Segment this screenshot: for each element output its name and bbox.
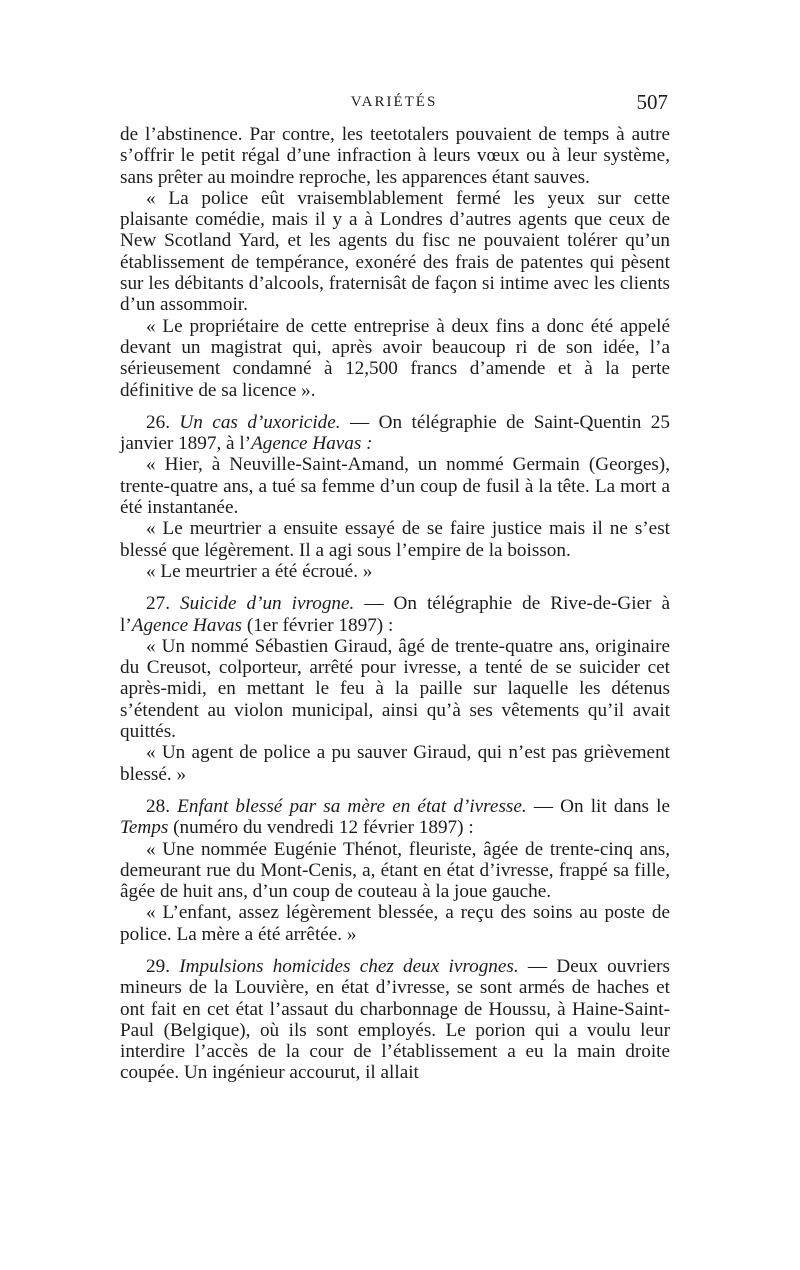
entry-quote-paragraph: « Un nommé Sébastien Giraud, âgé de trente-quatre ans, originaire du Creusot, colporteur, arrêté pour ivresse, a tenté de se suicider cet après-midi, en mettant le feu à la paille sur laquelle les détenus s’étendent au violon municipal, ainsi qu’à ses vêtements qu’il avait quittés.: [120, 635, 670, 743]
page-header: [120, 90, 668, 120]
numbered-entries: [120, 412, 670, 1084]
page-number: 507: [636, 90, 668, 114]
entry-intro-text: Temps: [120, 817, 169, 839]
entry-number: 28.: [146, 795, 178, 817]
entry-number: 29.: [146, 955, 180, 977]
entry-intro-text: — On télégraphie de Saint-Quentin 25 janvier 1897, à l’: [120, 411, 670, 455]
entry-title: Enfant blessé par sa mère en état d’ivresse.: [177, 795, 527, 817]
entry-intro-text: — Deux ouvriers mineurs de la Louvière, en état d’ivresse, se sont armés de haches et ont fait en cet état l’assaut du charbonnage de Houssu, à Haine-Saint-Paul (Belgique), où ils sont employés. Le porion qui a voulu leur interdire l’accès de la cour de l’établissement a eu la main droite coupée. Un ingénieur accourut, il allait: [120, 955, 671, 1084]
entry-quote-paragraph: « Le meurtrier a été écroué. »: [146, 560, 373, 582]
entry-intro-text: Agence Havas :: [251, 433, 373, 455]
entry-quote-paragraph: « Le meurtrier a ensuite essayé de se faire justice mais il ne s’est blessé que légèrement. Il a agi sous l’empire de la boisson.: [120, 518, 670, 561]
entry-heading: [120, 796, 670, 839]
entry-quote-paragraph: « Un agent de police a pu sauver Giraud, qui n’est pas grièvement blessé. »: [120, 742, 670, 785]
running-head: VARIÉTÉS: [350, 94, 438, 110]
entry-intro-text: Agence Havas: [131, 614, 243, 636]
entry-number: 26.: [146, 411, 180, 433]
entry-intro-text: — On lit dans le: [526, 795, 670, 817]
entry-heading: [120, 956, 670, 1084]
entry-intro-text: (numéro du vendredi 12 février 1897) :: [168, 817, 474, 839]
entry-intro-text: (1er février 1897) :: [242, 614, 394, 636]
proprietaire-paragraph: « Le propriétaire de cette entreprise à deux fins a donc été appelé devant un magistrat qui, après avoir beaucoup ri de son idée, l’a sérieusement condamné à 12,500 francs d’amende et à la perte définitive de sa licence ».: [120, 315, 670, 401]
continuation-paragraph: de l’abstinence. Par contre, les teetotalers pouvaient de temps à autre s’offrir le petit régal d’une infraction à leurs vœux ou à leur système, sans prêter au moindre reproche, les apparences étant sauves.: [120, 124, 670, 188]
entry-title: Un cas d’uxoricide.: [179, 411, 341, 433]
entry-quote-paragraph: « Hier, à Neuville-Saint-Amand, un nommé Germain (Georges), trente-quatre ans, a tué sa femme d’un coup de fusil à la tête. La mort a été instantanée.: [120, 454, 670, 519]
entry-intro-text: — On télégraphie de Rive-de-Gier à l’: [120, 593, 671, 636]
entry-title: Impulsions homicides chez deux ivrognes.: [179, 955, 519, 977]
body-text: [120, 124, 670, 1084]
entry-quote-paragraph: « L’enfant, assez légèrement blessée, a reçu des soins au poste de police. La mère a été arrêtée. »: [120, 902, 670, 945]
entry-quote-paragraph: « Une nommée Eugénie Thénot, fleuriste, âgée de trente-cinq ans, demeurant rue du Mont-Cenis, a, étant en état d’ivresse, frappé sa fille, âgée de huit ans, d’un coup de couteau à la joue gauche.: [120, 838, 670, 903]
entry-number: 27.: [146, 593, 180, 615]
entry-title: Suicide d’un ivrogne.: [179, 593, 355, 615]
entry-heading: [120, 412, 670, 455]
entry-heading: [120, 593, 670, 636]
police-paragraph: « La police eût vraisemblablement fermé les yeux sur cette plaisante comédie, mais il y a à Londres d’autres agents que ceux de New Scotland Yard, et les agents du fisc ne pouvaient tolérer qu’un établissement de tempérance, exonéré des frais de patentes qui pèsent sur les débitants d’alcools, fraternisât de façon si intime avec les clients d’un assommoir.: [120, 187, 670, 316]
